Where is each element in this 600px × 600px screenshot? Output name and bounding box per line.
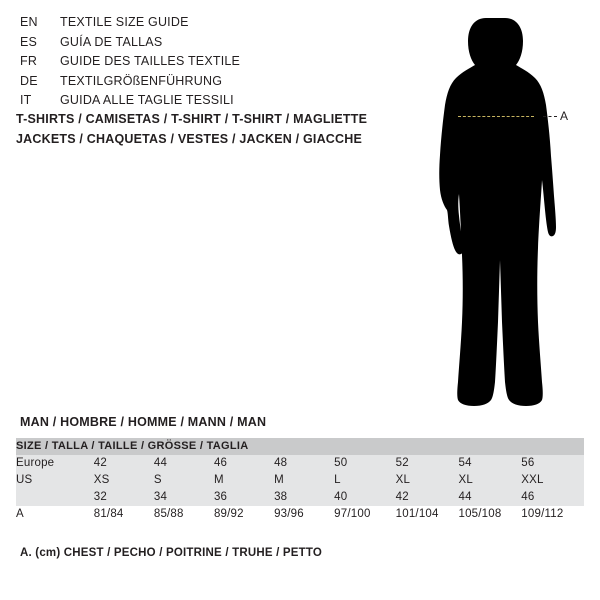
- language-row: [20, 52, 380, 72]
- size-table-section: [16, 415, 584, 523]
- category-headings: [16, 110, 436, 149]
- language-text: GUIDE DES TAILLES TEXTILE: [60, 54, 241, 68]
- cell: 85/88: [154, 506, 214, 523]
- table-row: [16, 489, 584, 506]
- language-text: TEXTILE SIZE GUIDE: [60, 15, 189, 29]
- language-row: [20, 33, 380, 53]
- row-label: [16, 489, 94, 506]
- language-code: DE: [20, 73, 38, 88]
- cell: 38: [274, 489, 334, 506]
- language-text: GUIDA ALLE TAGLIE TESSILI: [60, 93, 234, 107]
- language-code: ES: [20, 34, 38, 49]
- cell: 93/96: [274, 506, 334, 523]
- language-row: [20, 91, 380, 111]
- marker-leader-line: [543, 116, 557, 117]
- cell: 81/84: [94, 506, 154, 523]
- male-silhouette-figure: [400, 10, 590, 410]
- category-jackets: JACKETS / CHAQUETAS / VESTES / JACKEN / GIACCHE: [16, 131, 363, 146]
- table-header-label: SIZE / TALLA / TAILLE / GRÖSSE / TAGLIA: [16, 438, 584, 455]
- language-code: FR: [20, 54, 38, 68]
- cell: M: [214, 472, 274, 489]
- cell: 52: [396, 455, 459, 472]
- cell: XXL: [521, 472, 584, 489]
- cell: XL: [396, 472, 459, 489]
- language-code: EN: [20, 15, 38, 29]
- cell: 105/108: [458, 506, 521, 523]
- cell: 46: [521, 489, 584, 506]
- row-label: A: [16, 506, 94, 523]
- cell: 50: [334, 455, 395, 472]
- cell: 34: [154, 489, 214, 506]
- cell: 36: [214, 489, 274, 506]
- size-table: [16, 438, 584, 523]
- cell: 42: [94, 455, 154, 472]
- table-footnote: A. (cm) CHEST / PECHO / POITRINE / TRUHE / PETTO: [20, 547, 323, 559]
- language-code: IT: [20, 93, 32, 107]
- cell: L: [334, 472, 395, 489]
- table-header-row: [16, 438, 584, 455]
- table-row: [16, 472, 584, 489]
- cell: 42: [396, 489, 459, 506]
- cell: 40: [334, 489, 395, 506]
- cell: 56: [521, 455, 584, 472]
- table-title: MAN / HOMBRE / HOMME / MANN / MAN: [20, 415, 267, 429]
- cell: S: [154, 472, 214, 489]
- language-row: [20, 13, 380, 33]
- cell: 46: [214, 455, 274, 472]
- cell: 89/92: [214, 506, 274, 523]
- cell: 101/104: [396, 506, 459, 523]
- language-row: [20, 72, 380, 92]
- cell: XL: [458, 472, 521, 489]
- language-list: [20, 13, 380, 111]
- cell: 97/100: [334, 506, 395, 523]
- cell: 44: [458, 489, 521, 506]
- row-label: US: [16, 472, 94, 489]
- table-row: [16, 455, 584, 472]
- row-label: Europe: [16, 455, 94, 472]
- chest-measure-line: [458, 116, 534, 117]
- cell: XS: [94, 472, 154, 489]
- silhouette-icon: [400, 10, 590, 410]
- category-tshirts: T-SHIRTS / CAMISETAS / T-SHIRT / T-SHIRT / MAGLIETTE: [16, 112, 368, 126]
- cell: 109/112: [521, 506, 584, 523]
- cell: 48: [274, 455, 334, 472]
- cell: 44: [154, 455, 214, 472]
- language-text: GUÍA DE TALLAS: [60, 34, 163, 49]
- language-text: TEXTILGRÖßENFÜHRUNG: [60, 73, 223, 88]
- table-row: [16, 506, 584, 523]
- measure-marker-label: A: [560, 109, 569, 123]
- cell: 32: [94, 489, 154, 506]
- cell: 54: [458, 455, 521, 472]
- cell: M: [274, 472, 334, 489]
